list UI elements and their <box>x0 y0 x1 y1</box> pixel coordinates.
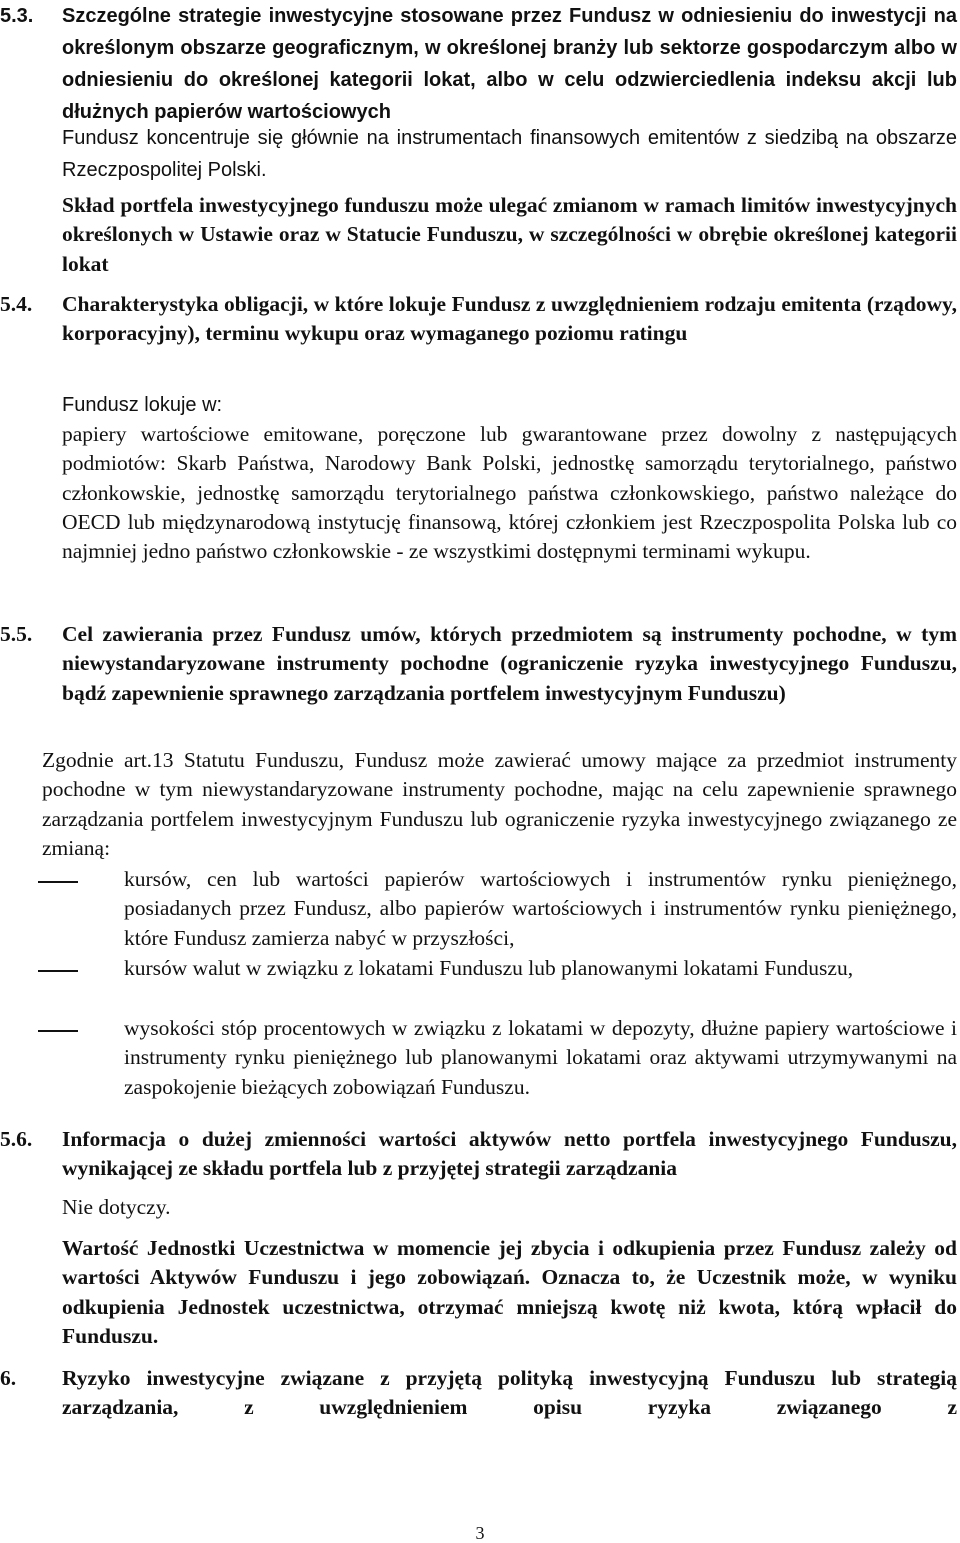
section-number-5-4: 5.4. <box>0 292 33 316</box>
section-5-4-body: papiery wartościowe emitowane, poręczone lub gwarantowane przez dowolny z następujących podmiotów: Skarb Państwa, Narodowy Bank Polski, jednostkę samorządu terytorialnego, państwo członkowskie, jednostkę samorządu terytorialnego państwa członkowskiego, państwo należące do OECD lub międzynarodową instytucję finansową, której członkiem jest Rzeczpospolita Polska lub co najmniej jedno państwo członkowskie - ze wszystkimi dostępnymi terminami wykupu. <box>62 422 957 564</box>
section-5-5-bullet-2: kursów walut w związku z lokatami Funduszu lub planowanymi lokatami Funduszu, <box>124 956 854 980</box>
section-number-5-6: 5.6. <box>0 1127 33 1151</box>
section-5-3-paragraph-2: Skład portfela inwestycyjnego funduszu może ulegać zmianom w ramach limitów inwestycyjnych określonych w Ustawie oraz w Statucie Funduszu, w szczególności w obrębie określonej kategorii lokat <box>62 193 957 276</box>
section-5-4-intro: Fundusz lokuje w: <box>62 394 223 416</box>
section-number-6: 6. <box>0 1366 17 1390</box>
section-number-5-5: 5.5. <box>0 622 33 646</box>
section-heading-5-4: Charakterystyka obligacji, w które lokuje Fundusz z uwzględnieniem rodzaju emitenta (rządowy, korporacyjny), terminu wykupu oraz wymaganego poziomu ratingu <box>62 292 957 346</box>
section-heading-5-3: Szczególne strategie inwestycyjne stosowane przez Fundusz w odniesieniu do inwestycji na określonym obszarze geograficznym, w określonej branży lub sektorze gospodarczym albo w odniesieniu do określonej kategorii lokat, albo w celu odzwierciedlenia indeksu akcji lub dłużnych papierów wartościowych <box>62 5 957 123</box>
section-5-5-body: Zgodnie art.13 Statutu Funduszu, Fundusz może zawierać umowy mające za przedmiot instrumenty pochodne w tym niewystandaryzowane instrumenty pochodne, mając na celu zapewnienie sprawnego zarządzania portfelem inwestycyjnym Funduszu lub ograniczenie ryzyka inwestycyjnego związanego ze zmianą: <box>42 748 957 860</box>
dash-bullet <box>38 881 78 883</box>
section-5-5-bullet-1: kursów, cen lub wartości papierów wartościowych i instrumentów rynku pieniężnego, posiadanych przez Fundusz, albo papierów wartościowych i instrumentów rynku pieniężnego, które Fundusz zamierza nabyć w przyszłości, <box>124 867 957 950</box>
section-5-5-bullet-3: wysokości stóp procentowych w związku z lokatami w depozyty, dłużne papiery wartościowe i instrumenty rynku pieniężnego lub planowanymi lokatami oraz aktywami utrzymywanymi na zaspokojenie bieżących zobowiązań Funduszu. <box>124 1016 957 1099</box>
page-number: 3 <box>475 1523 485 1543</box>
section-heading-5-5: Cel zawierania przez Fundusz umów, których przedmiotem są instrumenty pochodne, w tym niewystandaryzowane instrumenty pochodne (ograniczenie ryzyka inwestycyjnego Funduszu, bądź zapewnienie sprawnego zarządzania portfelem inwestycyjnym Funduszu) <box>62 622 957 705</box>
section-5-3-paragraph-1: Fundusz koncentruje się głównie na instrumentach finansowych emitentów z siedzibą na obszarze Rzeczpospolitej Polski. <box>62 127 957 181</box>
dash-bullet <box>38 970 78 972</box>
section-heading-5-6: Informacja o dużej zmienności wartości aktywów netto portfela inwestycyjnego Funduszu, wynikającej ze składu portfela lub z przyjętej strategii zarządzania <box>62 1127 957 1181</box>
section-number-5-3: 5.3. <box>0 5 34 27</box>
section-heading-6: Ryzyko inwestycyjne związane z przyjętą polityką inwestycyjną Funduszu lub strategią zarządzania, z uwzględnieniem opisu ryzyka związanego z <box>62 1366 957 1420</box>
section-5-6-warning: Wartość Jednostki Uczestnictwa w momencie jej zbycia i odkupienia przez Fundusz zależy od wartości Aktywów Funduszu i jego zobowiązań. Oznacza to, że Uczestnik może, w wyniku odkupienia Jednostek uczestnictwa, otrzymać mniejszą kwotę niż kwota, którą wpłacił do Funduszu. <box>62 1236 957 1348</box>
dash-bullet <box>38 1030 78 1032</box>
section-5-6-body: Nie dotyczy. <box>62 1195 171 1219</box>
